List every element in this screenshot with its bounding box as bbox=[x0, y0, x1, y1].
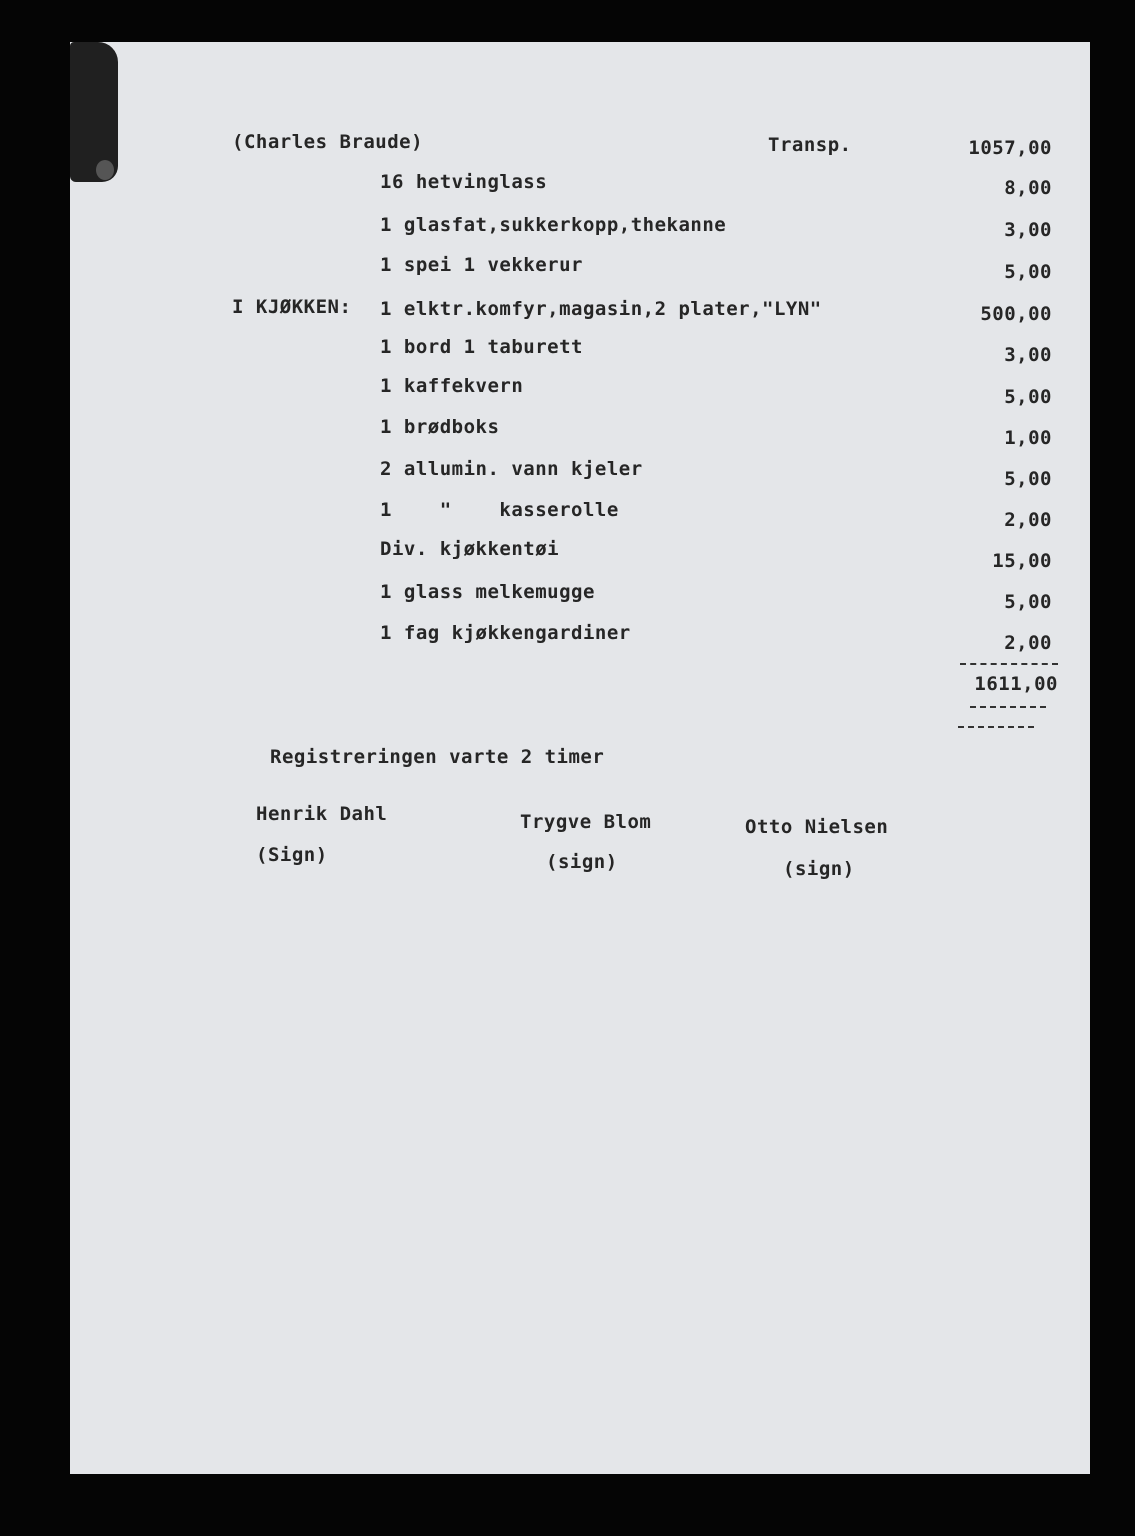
item-desc: Div. kjøkkentøi bbox=[380, 538, 560, 560]
item-amount: 5,00 bbox=[1004, 261, 1052, 283]
item-amount: 5,00 bbox=[1004, 386, 1052, 408]
item-desc: 1 fag kjøkkengardiner bbox=[380, 622, 631, 644]
item-desc: 1 bord 1 taburett bbox=[380, 336, 583, 358]
item-desc: 1 brødboks bbox=[380, 416, 500, 438]
kitchen-section-label: I KJØKKEN: bbox=[232, 296, 352, 318]
signature-name: Trygve Blom bbox=[520, 811, 652, 833]
item-desc: 1 " kasserolle bbox=[380, 499, 619, 521]
item-desc: 16 hetvinglass bbox=[380, 171, 548, 193]
signature-mark: (Sign) bbox=[256, 844, 328, 866]
item-amount: 1,00 bbox=[1004, 427, 1052, 449]
item-amount: 3,00 bbox=[1004, 344, 1052, 366]
item-amount: 8,00 bbox=[1004, 177, 1052, 199]
item-amount: 500,00 bbox=[980, 303, 1052, 325]
signature-name: Otto Nielsen bbox=[745, 816, 889, 838]
sum-rule-double-2 bbox=[958, 726, 1034, 728]
signature-name: Henrik Dahl bbox=[256, 803, 388, 825]
registration-note: Registreringen varte 2 timer bbox=[270, 746, 605, 768]
item-desc: 1 spei 1 vekkerur bbox=[380, 254, 583, 276]
binding-stain-drop bbox=[96, 160, 114, 180]
item-amount: 5,00 bbox=[1004, 468, 1052, 490]
signature-mark: (sign) bbox=[783, 858, 855, 880]
item-amount: 5,00 bbox=[1004, 591, 1052, 613]
binding-stain bbox=[70, 42, 118, 182]
item-desc: 1 glasfat,sukkerkopp,thekanne bbox=[380, 214, 727, 236]
item-amount: 2,00 bbox=[1004, 509, 1052, 531]
item-amount: 3,00 bbox=[1004, 219, 1052, 241]
sum-rule-top bbox=[960, 663, 1058, 665]
total-amount: 1611,00 bbox=[974, 673, 1058, 695]
transp-label: Transp. bbox=[768, 134, 852, 156]
signature-mark: (sign) bbox=[546, 851, 618, 873]
item-desc: 1 kaffekvern bbox=[380, 375, 524, 397]
sum-rule-double-1 bbox=[970, 706, 1046, 708]
item-desc: 1 elktr.komfyr,magasin,2 plater,"LYN" bbox=[380, 298, 822, 320]
item-amount: 15,00 bbox=[992, 550, 1052, 572]
item-desc: 1 glass melkemugge bbox=[380, 581, 595, 603]
item-desc: 2 allumin. vann kjeler bbox=[380, 458, 643, 480]
item-amount: 2,00 bbox=[1004, 632, 1052, 654]
transp-amount: 1057,00 bbox=[968, 137, 1052, 159]
owner-name: (Charles Braude) bbox=[232, 131, 424, 153]
